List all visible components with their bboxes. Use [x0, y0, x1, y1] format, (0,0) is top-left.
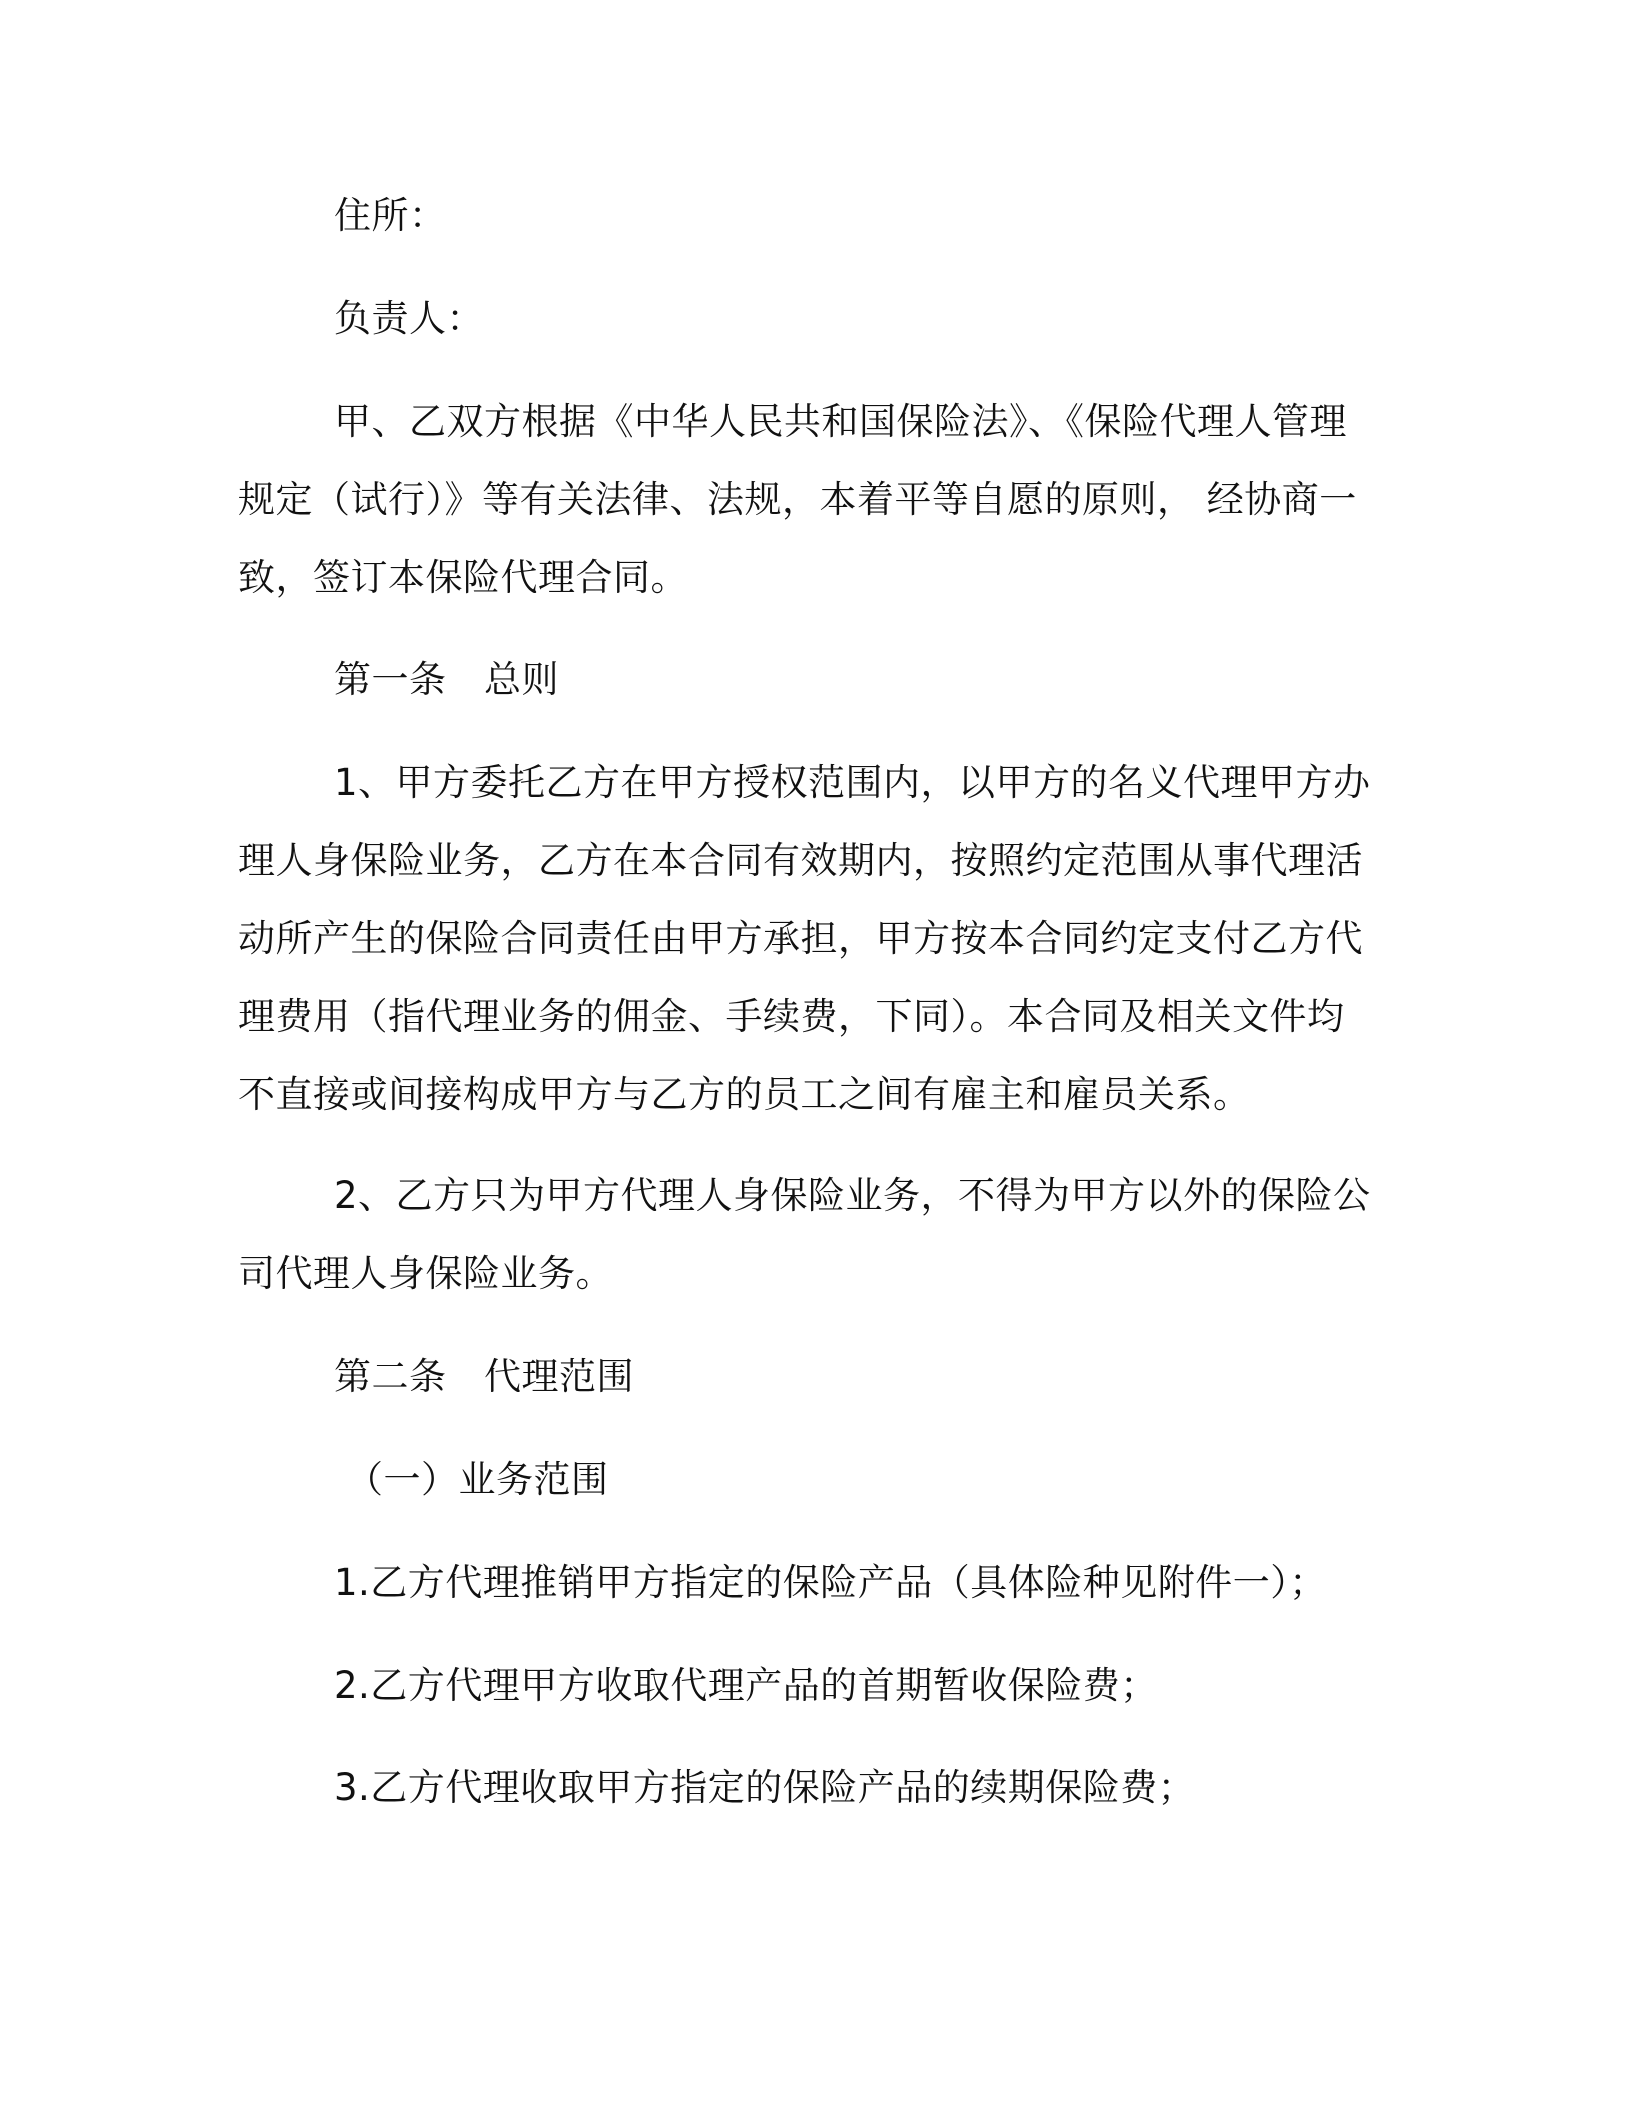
list-item: 2.乙方代理甲方收取代理产品的首期暂收保险费； [334, 1664, 1158, 1707]
preamble-line: 致，签订本保险代理合同。 [238, 556, 688, 599]
clause-line: 1、甲方委托乙方在甲方授权范围内，以甲方的名义代理甲方办 [334, 761, 1371, 804]
clause-line: 动所产生的保险合同责任由甲方承担，甲方按本合同约定支付乙方代 [238, 917, 1363, 960]
article2-heading: 第二条 代理范围 [334, 1355, 634, 1398]
address-label: 住所： [334, 194, 447, 237]
article1-heading: 第一条 总则 [334, 658, 559, 701]
preamble-line: 甲、乙双方根据《中华人民共和国保险法》、《保险代理人管理 [334, 400, 1347, 443]
clause-line: 理费用（指代理业务的佣金、手续费，下同）。本合同及相关文件均 [238, 995, 1345, 1038]
list-item: 3.乙方代理收取甲方指定的保险产品的续期保险费； [334, 1766, 1196, 1809]
clause-line: 司代理人身保险业务。 [238, 1252, 613, 1295]
clause-line: 不直接或间接构成甲方与乙方的员工之间有雇主和雇员关系。 [238, 1073, 1251, 1116]
section-heading-business-scope: （一）业务范围 [346, 1458, 609, 1501]
clause-line: 理人身保险业务，乙方在本合同有效期内，按照约定范围从事代理活 [238, 839, 1363, 882]
responsible-person-label: 负责人： [334, 297, 484, 340]
list-item: 1.乙方代理推销甲方指定的保险产品（具体险种见附件一）； [334, 1561, 1327, 1604]
clause-line: 2、乙方只为甲方代理人身保险业务，不得为甲方以外的保险公 [334, 1174, 1371, 1217]
preamble-line: 规定（试行）》等有关法律、法规，本着平等自愿的原则， 经协商一 [238, 478, 1357, 521]
